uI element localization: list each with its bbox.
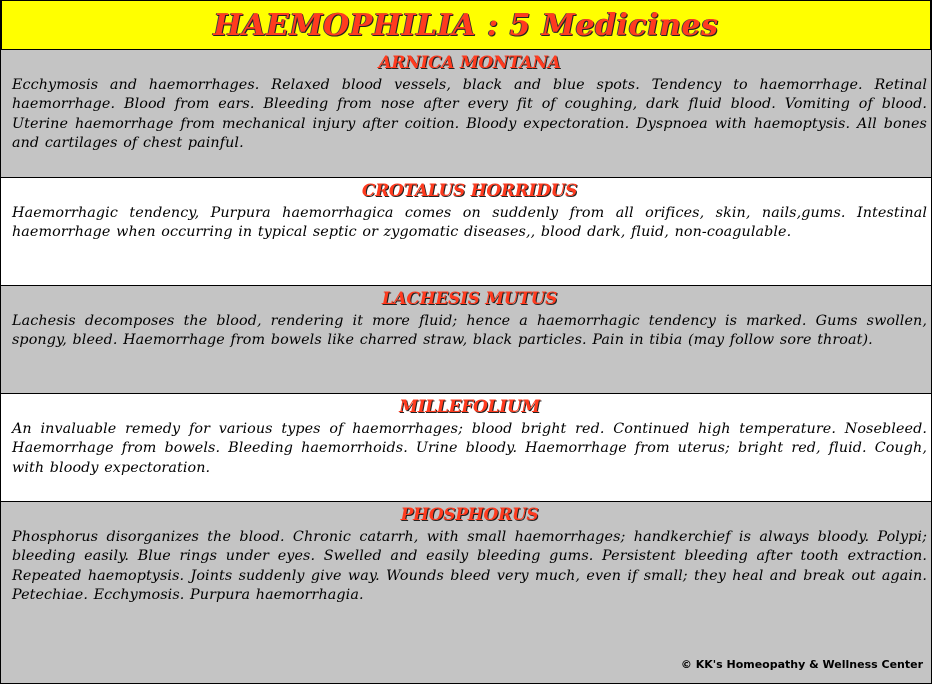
section-millefolium (1, 394, 931, 502)
medicine-name: MILLEFOLIUM (399, 397, 540, 417)
page-title: HAEMOPHILIA : 5 Medicines (213, 7, 719, 43)
title-bar (1, 0, 931, 50)
section-phosphorus (1, 502, 931, 684)
medicine-description: Haemorrhagic tendency, Purpura haemorrhagica comes on suddenly from all orifices, skin, nails,gums. Intestinal haemorrhage when occurring in typical septic or zygomatic diseases,, blood dark, fluid, non-coagulable. (12, 205, 927, 241)
medicine-description: An invaluable remedy for various types of haemorrhages; blood bright red. Continued high temperature. Nosebleed. Haemorrhage from bowels. Bleeding haemorrhoids. Urine bloody. Haemorrhage from uterus; bright red, fluid. Cough, with bloody expectoration. (12, 421, 927, 476)
medicine-description: Phosphorus disorganizes the blood. Chronic catarrh, with small haemorrhages; handkerchief is always bloody. Polypi; bleeding easily. Blue rings under eyes. Swelled and easily bleeding gums. Persistent bleeding after tooth extraction. Repeated haemoptysis. Joints suddenly give way. Wounds bleed very much, even if small; they heal and break out again. Petechiae. Ecchymosis. Purpura haemorrhagia. (12, 529, 927, 603)
medicine-description: Ecchymosis and haemorrhages. Relaxed blood vessels, black and blue spots. Tendency to haemorrhage. Retinal haemorrhage. Blood from ears. Bleeding from nose after every fit of coughing, dark fluid blood. Vomiting of blood. Uterine haemorrhage from mechanical injury after coition. Bloody expectoration. Dyspnoea with haemoptysis. All bones and cartilages of chest painful. (12, 77, 927, 151)
medicine-name: PHOSPHORUS (400, 505, 539, 525)
medicine-name: ARNICA MONTANA (378, 53, 561, 73)
medicine-description: Lachesis decomposes the blood, rendering it more fluid; hence a haemorrhagic tendency is marked. Gums swollen, spongy, bleed. Haemorrhage from bowels like charred straw, black particles. Pain in tibia (may follow sore throat). (12, 313, 927, 349)
medicine-name: LACHESIS MUTUS (381, 289, 558, 309)
section-lachesis-mutus (1, 286, 931, 394)
medicine-name: CROTALUS HORRIDUS (361, 181, 578, 201)
section-crotalus-horridus (1, 178, 931, 286)
section-arnica-montana (1, 50, 931, 178)
copyright-footer: © KK's Homeopathy & Wellness Center (680, 658, 923, 671)
